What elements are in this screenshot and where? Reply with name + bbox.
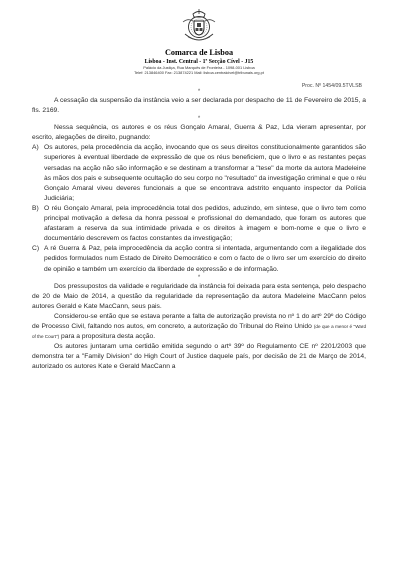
court-address: Palácio da Justiça, Rua Marquês de Fronteira - 1098-001 Lisboa (143, 65, 255, 70)
list-item (32, 244, 366, 274)
court-contacts: Telef: 213846400 Fax: 213874221 Mail: lisboa.centralcivel@tribunais.org.pt (134, 70, 264, 75)
paragraph: Os autores juntaram uma certidão emitida segundo o artº 39º do Regulamento CE nº 2201/2003 que demonstra ter a "Family Division" do High Court of Justice daquele país, por decisão de 21 de Março de 2014, autorizado os autores Kate e Gerald MacCann a (32, 343, 366, 371)
list-item-label: B) (32, 204, 39, 212)
court-name: Comarca de Lisboa (164, 48, 234, 57)
list-item-label: A) (32, 144, 39, 152)
paragraph: Dos pressupostos da validade e regularidade da instância foi deixada para esta sentença, pelo despacho de 20 de Maio de 2014, a questão da regularidade da representação da autora Madeleine MacCann pelos autores Gerald e Kate MacCann, seus pais. (32, 282, 366, 310)
section-separator: * (197, 274, 201, 281)
section-separator: * (197, 89, 201, 95)
paragraph-text: Considerou-se então que se estava perante a falta de autorização prevista no nº 1 do artº 29º do Código de Processo Civil, faltando nos autos, em concreto, a autorização do Tribunal do Reino Unido (32, 312, 366, 330)
process-number: Proc. Nº 1454/09.5TVLSB (301, 83, 362, 89)
paragraph: A cessação da suspensão da instância veio a ser declarada por despacho de 11 de Fevereiro de 2015, a fls. 2169. (32, 97, 366, 115)
list-item (32, 143, 366, 204)
court-section: Lisboa - Inst. Central - 1ª Secção Cível - J15 (144, 59, 254, 65)
paragraph-text: para a propositura desta acção. (61, 333, 156, 341)
coat-of-arms-icon (179, 8, 219, 46)
list-item-label: C) (32, 245, 40, 253)
paragraph: Nessa sequência, os autores e os réus Gonçalo Amaral, Guerra & Paz, Lda vieram apresentar, por escrito, alegações de direito, pugnando: (32, 124, 366, 142)
paragraph (32, 312, 366, 342)
list-item-text: A ré Guerra & Paz, pela improcedência da acção contra si intentada, argumentando com a ilegalidade dos pedidos formulados num Estado de Direito Democrático e com o facto de o livro ser um exercício do direito de opinião e também um exercício da liberdade de expressão e de informação. (44, 245, 366, 273)
list-item-text: Os autores, pela procedência da acção, invocando que os seus direitos constitucionalmente garantidos são superiores à eventual liberdade de expressão de que os réus beneficiem, que o livro e as restantes peças versadas na acção não são informação e se destinam a transformar a "tese" da morte da autora Madeleine às mãos dos pais e subsequente ocultação do seu corpo no "resultado" da investigação criminal e que o réu Gonçalo Amaral viveu deveres funcionais a que se encontrava adstrito enquanto inspector da Polícia Judiciária; (44, 144, 366, 202)
list-item (32, 204, 366, 244)
list-item-text: O réu Gonçalo Amaral, pela improcedência total dos pedidos, aduzindo, em síntese, que o livro tem como principal motivação a defesa da honra pessoal e profissional do demandado, que foram os autores que afastaram a reserva da sua intimidade privada e os direitos à imagem e bom-nome e que o livro e documentário descrevem os factos constantes da investigação; (44, 204, 366, 243)
section-separator: * (197, 116, 201, 123)
paragraph-aside: (de que a menor é "Ward of the Court") (32, 323, 366, 340)
